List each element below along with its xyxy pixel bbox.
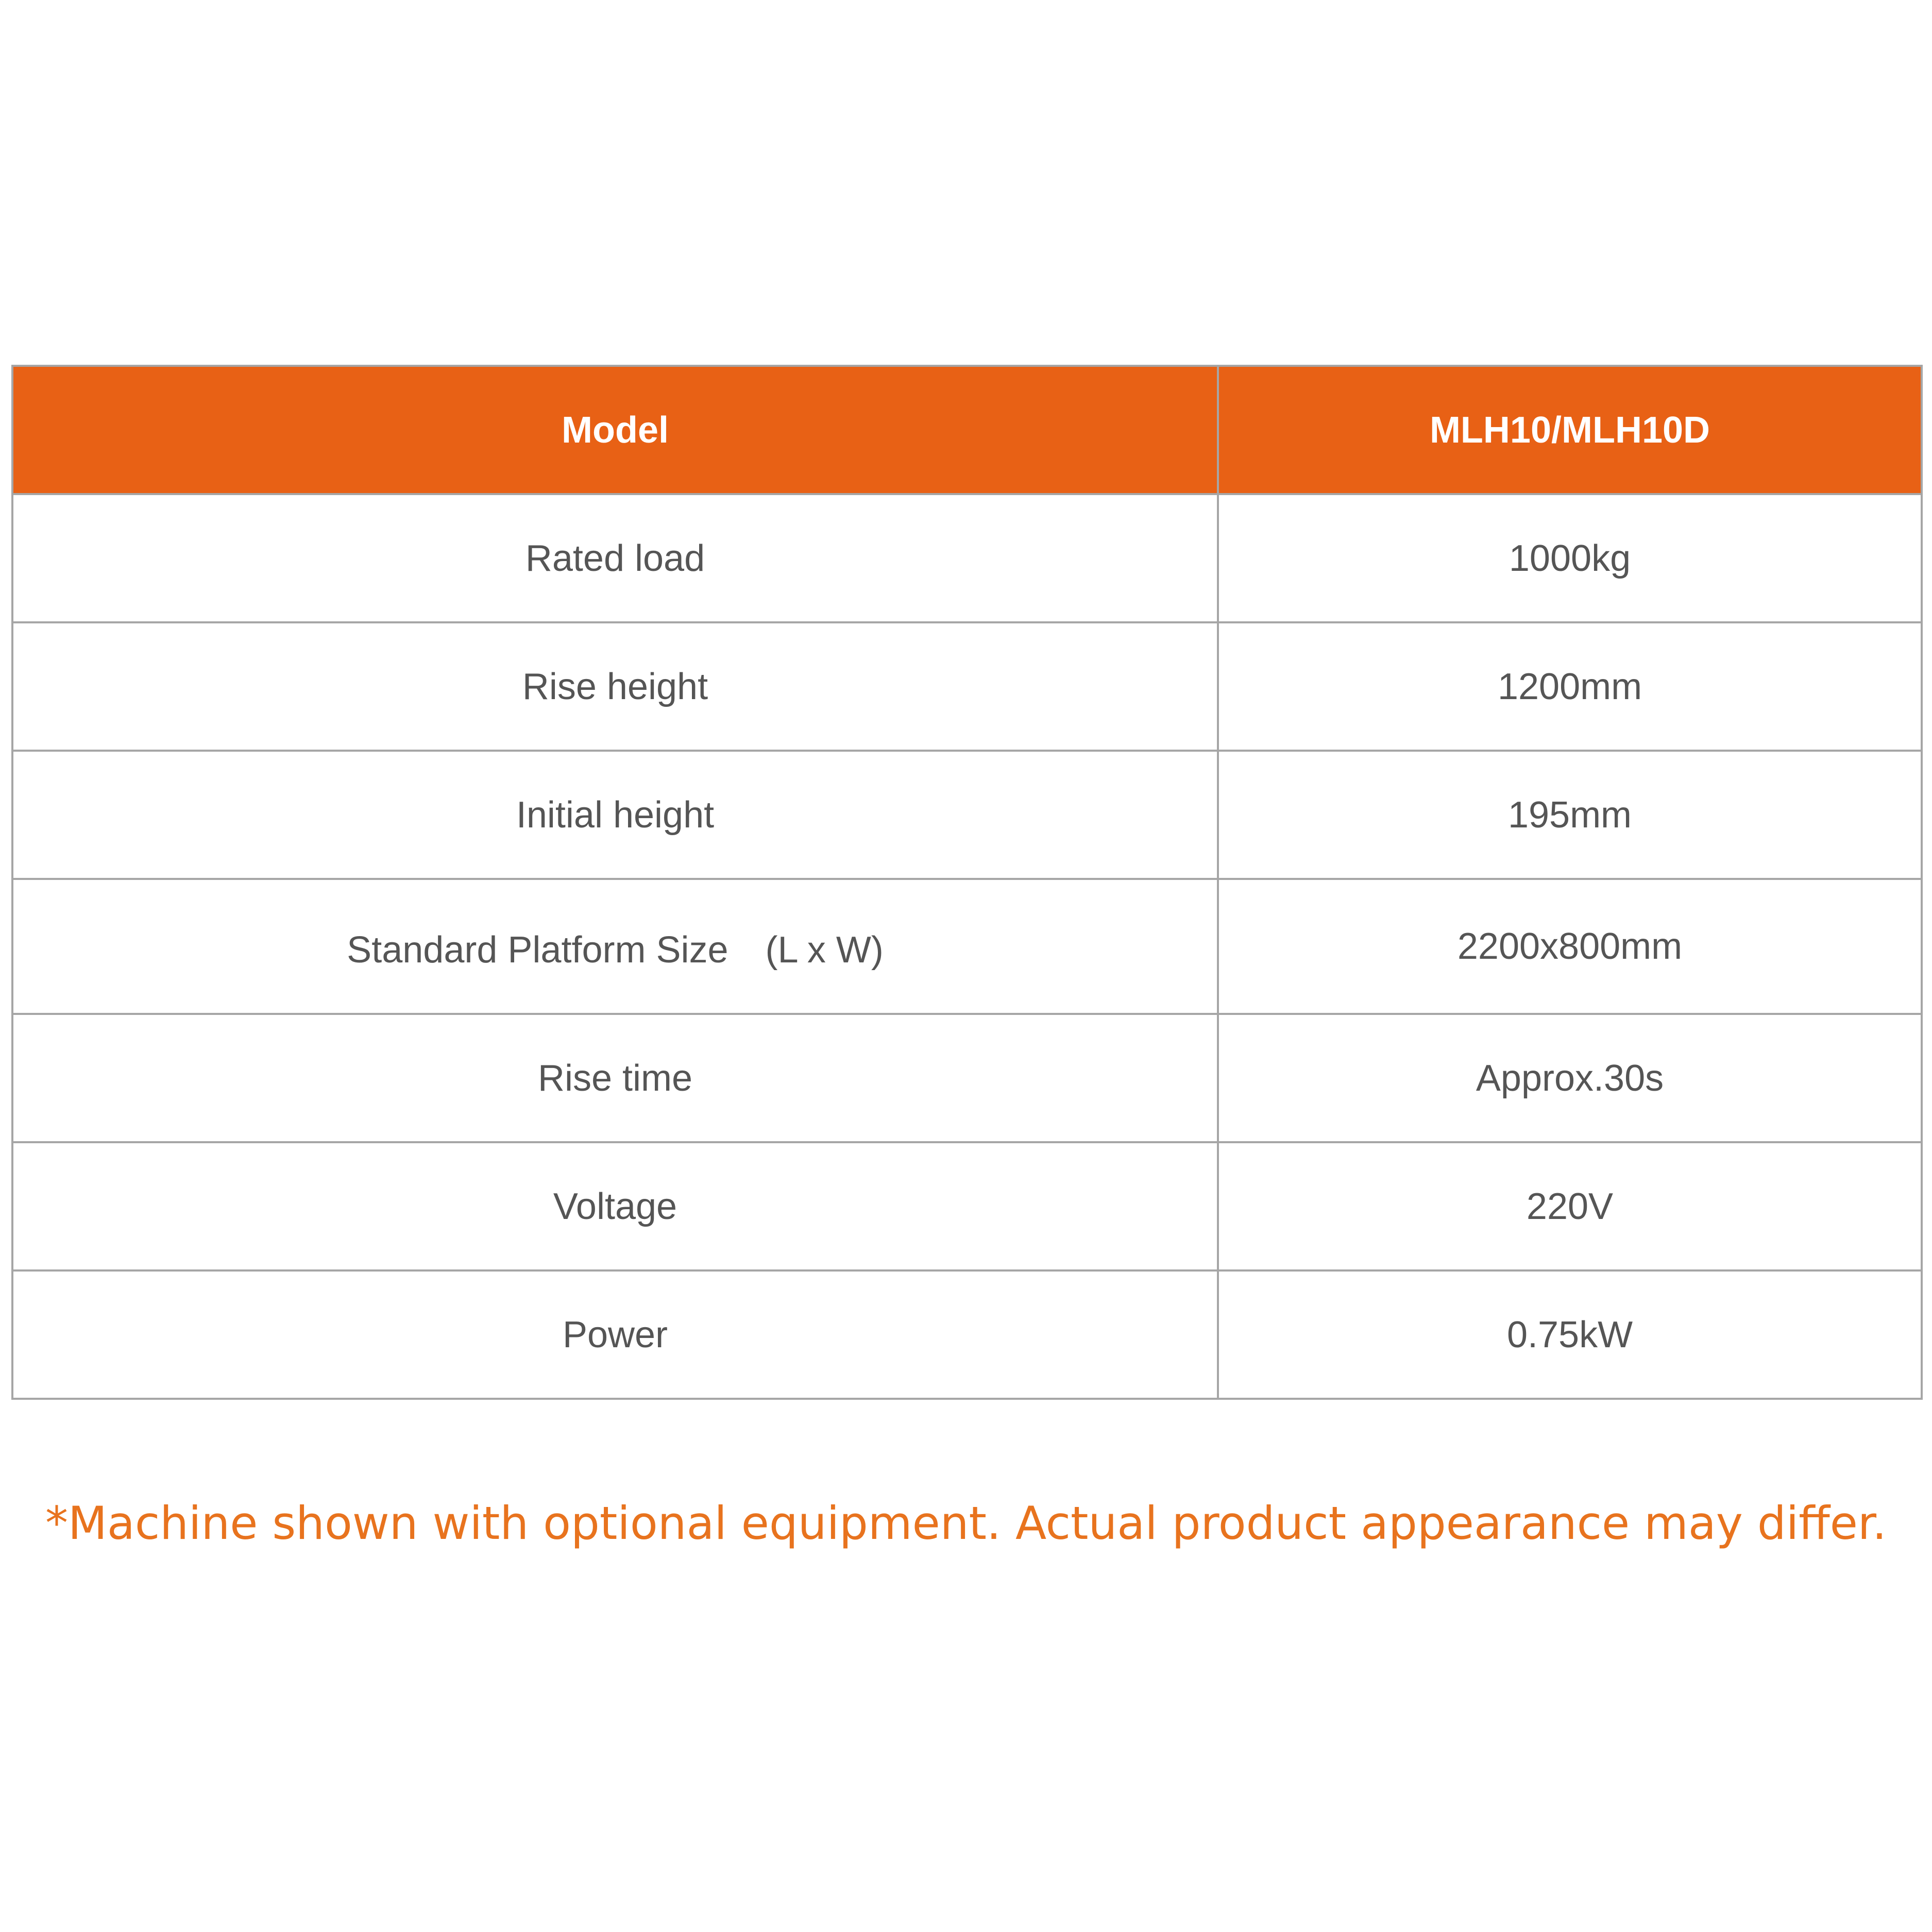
row-value-rise-height: 1200mm [1218,622,1922,751]
table-row [12,1014,1922,1142]
spec-table-body [12,494,1922,1399]
header-model-cell: MLH10/MLH10D [1218,366,1922,494]
row-label-rated-load: Rated load [12,494,1218,622]
table-row [12,751,1922,879]
row-value-platform-size: 2200x800mm [1218,879,1922,1014]
row-label-power: Power [12,1270,1218,1399]
row-label-rise-height: Rise height [12,622,1218,751]
row-value-rise-time: Approx.30s [1218,1014,1922,1142]
table-row [12,1142,1922,1270]
header-row [12,366,1922,494]
row-value-power: 0.75kW [1218,1270,1922,1399]
row-label-rise-time: Rise time [12,1014,1218,1142]
row-label-initial-height: Initial height [12,751,1218,879]
table-row [12,1270,1922,1399]
row-label-platform-size: Standard Platform Size (L x W) [12,879,1218,1014]
table-row [12,622,1922,751]
table-row [12,494,1922,622]
spec-table [11,365,1923,1400]
spec-table-header [12,366,1922,494]
table-row [12,879,1922,1014]
disclaimer-note: *Machine shown with optional equipment. Actual product appearance may differ. [45,1497,1887,1550]
header-label-cell: Model [12,366,1218,494]
row-label-voltage: Voltage [12,1142,1218,1270]
row-value-initial-height: 195mm [1218,751,1922,879]
row-value-voltage: 220V [1218,1142,1922,1270]
row-value-rated-load: 1000kg [1218,494,1922,622]
